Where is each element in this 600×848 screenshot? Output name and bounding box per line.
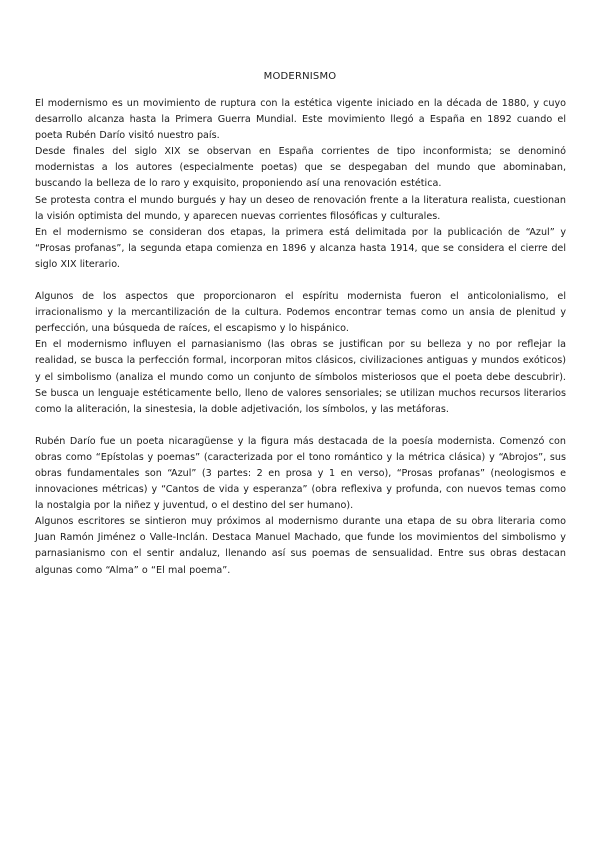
paragraph-ruben-dario: Rubén Darío fue un poeta nicaragüense y la figura más destacada de la poesía modernista. Comenzó con obras como “Epístolas y poemas” (caracterizada por el tono romántico y la métrica clásica) y “Abrojos”, sus obras fundamentales son “Azul” (3 partes: 2 en prosa y 1 en verso), “Prosas profanas” (neologismos e innovaciones métricas) y “Cantos de vida y esperanza” (obra reflexiva y profunda, con nuevos temas como la nostalgia por la niñez y juventud, o el destino del ser humano). [35, 435, 566, 512]
section-gap [35, 273, 566, 289]
document-title: MODERNISMO [263, 71, 337, 82]
paragraph-stages: En el modernismo se consideran dos etapas, la primera está delimitada por la publicación de “Azul” y “Prosas profanas”, la segunda etapa comienza en 1896 y alcanza hasta 1914, que se considera el cierre del siglo XIX literario. [35, 226, 566, 270]
paragraph-aspects: Algunos de los aspectos que proporcionaron el espíritu modernista fueron el anticolonialismo, el irracionalismo y la mercantilización de la cultura. Podemos encontrar temas como un ansia de plenitud y perfección, una búsqueda de raíces, el escapismo y lo hispánico. [35, 291, 566, 335]
paragraph-origins: Desde finales del siglo XIX se observan en España corrientes de tipo inconformista; se denominó modernistas a los autores (especialmente poetas) que se despegaban del mundo que abominaban, buscando la belleza de lo raro y exquisito, proponiendo así una renovación estética. [35, 146, 566, 190]
paragraph-influences: En el modernismo influyen el parnasianismo (las obras se justifican por su belleza y no por reflejar la realidad, se busca la perfección formal, incorporan mitos clásicos, civilizaciones antiguas y mundos exóticos) y el simbolismo (analiza el mundo como un conjunto de símbolos misteriosos que el poeta debe descubrir). Se busca un lenguaje estéticamente bello, lleno de valores sensoriales; se utilizan muchos recursos literarios como la aliteración, la sinestesia, la doble adjetivación, los símbolos, y las metáforas. [35, 339, 566, 415]
section-gap [35, 418, 566, 434]
paragraph-other-writers: Algunos escritores se sintieron muy próximos al modernismo durante una etapa de su obra literaria como Juan Ramón Jiménez o Valle-Inclán. Destaca Manuel Machado, que funde los movimientos del simbolismo y parnasianismo con el sentir andaluz, llenando así sus poemas de sensualidad. Entre sus obras destacan algunas como “Alma” o “El mal poema”. [35, 516, 566, 576]
paragraph-intro: El modernismo es un movimiento de ruptura con la estética vigente iniciado en la década de 1880, y cuyo desarrollo alcanza hasta la Primera Guerra Mundial. Este movimiento llegó a España en 1892 cuando el poeta Rubén Darío visitó nuestro país. [35, 98, 566, 142]
document-body [35, 96, 566, 579]
paragraph-protest: Se protesta contra el mundo burgués y hay un deseo de renovación frente a la literatura realista, cuestionan la visión optimista del mundo, y aparecen nuevas corrientes filosóficas y culturales. [35, 194, 566, 222]
